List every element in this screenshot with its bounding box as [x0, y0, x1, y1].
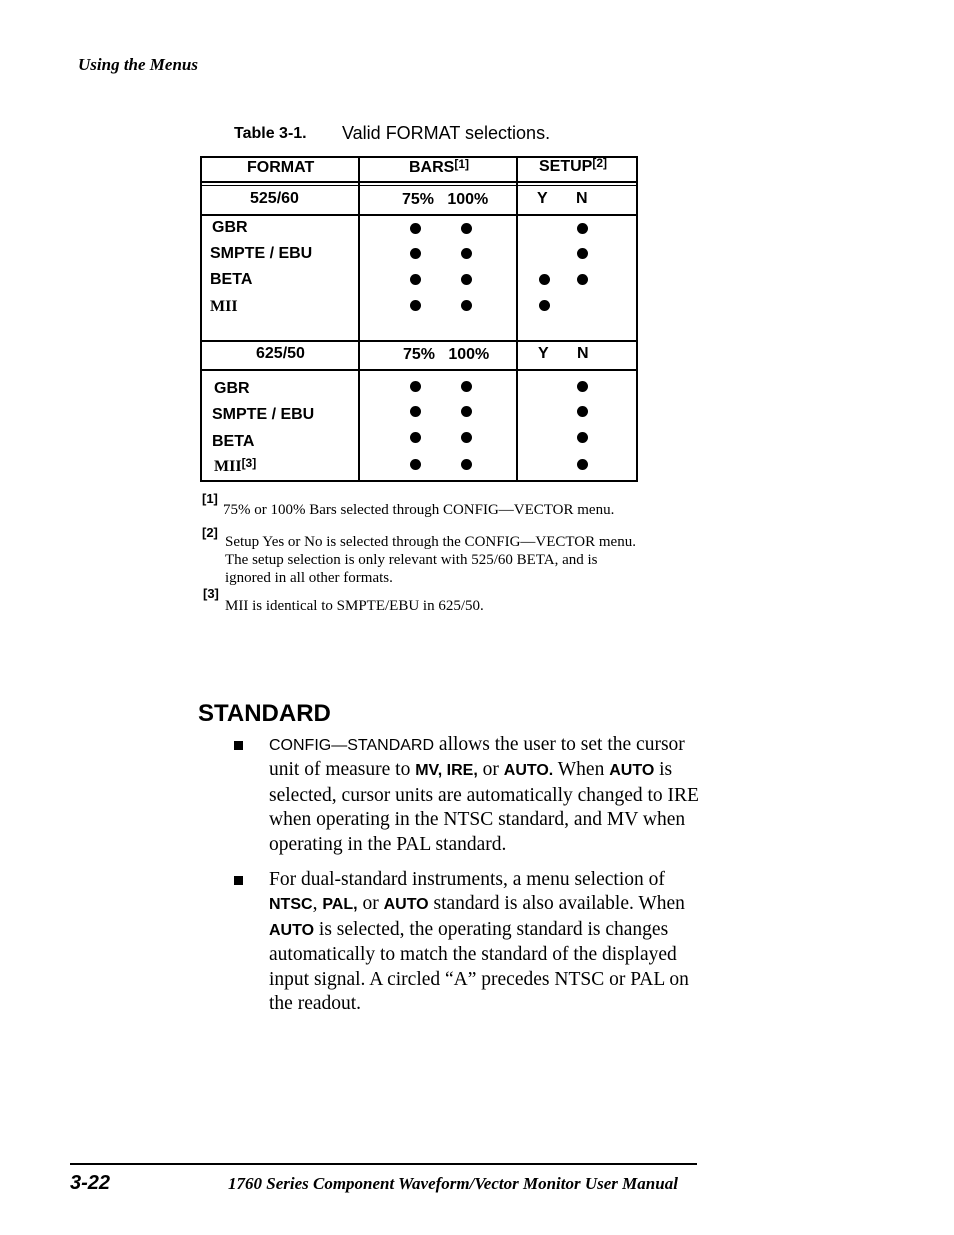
- footnote-mark-2: [2]: [202, 525, 218, 540]
- bullet-marker: [234, 741, 243, 750]
- column-header-bars: BARS[1]: [409, 157, 470, 176]
- block2-setup-n: N: [577, 345, 589, 362]
- format-row-label: MII: [210, 298, 238, 315]
- footnote-text-1: 75% or 100% Bars selected through CONFIG—VECTOR menu.: [223, 502, 615, 518]
- selection-dot-bars75: [410, 300, 421, 311]
- selection-dot-bars100: [461, 406, 472, 417]
- selection-dot-setup-y: [539, 300, 550, 311]
- table-col-divider-2: [516, 156, 518, 482]
- block1-setup-n: N: [576, 190, 588, 207]
- selection-dot-setup-n: [577, 406, 588, 417]
- selection-dot-bars100: [461, 223, 472, 234]
- format-row-label: BETA: [210, 271, 253, 288]
- section-heading: STANDARD: [198, 700, 331, 727]
- footnote-text-3: MII is identical to SMPTE/EBU in 625/50.: [225, 598, 484, 614]
- block2-top-rule: [200, 340, 638, 342]
- selection-dot-setup-n: [577, 381, 588, 392]
- selection-dot-bars75: [410, 432, 421, 443]
- table-border-right: [636, 156, 638, 482]
- running-header: Using the Menus: [78, 55, 198, 74]
- selection-dot-bars75: [410, 406, 421, 417]
- selection-dot-setup-n: [577, 459, 588, 470]
- block2-setup-y: Y: [538, 345, 549, 362]
- table-caption-number: Table 3-1.: [234, 125, 307, 142]
- setup-footnote-ref: [2]: [592, 156, 608, 170]
- format-row-label: GBR: [212, 219, 248, 236]
- selection-dot-bars75: [410, 459, 421, 470]
- block2-subheader-rule: [200, 369, 638, 371]
- mii-footnote-ref: [3]: [241, 456, 257, 470]
- table-border-left: [200, 156, 202, 482]
- selection-dot-setup-n: [577, 432, 588, 443]
- format-row-label: GBR: [214, 380, 250, 397]
- selection-dot-bars100: [461, 381, 472, 392]
- standard-625-50: 625/50: [256, 345, 305, 362]
- footnote-mark-3: [3]: [203, 586, 219, 601]
- selection-dot-bars75: [410, 381, 421, 392]
- block1-setup-y: Y: [537, 190, 548, 207]
- table-caption-title: Valid FORMAT selections.: [342, 123, 551, 143]
- table-col-divider-1: [358, 156, 360, 482]
- standard-525-60: 525/60: [250, 190, 299, 207]
- format-row-label: BETA: [212, 433, 255, 450]
- table-border-bottom: [200, 480, 638, 482]
- selection-dot-setup-y: [539, 274, 550, 285]
- table-header-rule-2: [200, 185, 638, 186]
- format-row-label: MII[3]: [214, 456, 257, 475]
- selection-dot-bars100: [461, 300, 472, 311]
- selection-dot-bars100: [461, 432, 472, 443]
- block2-bars-sub: 75% 100%: [403, 346, 490, 363]
- column-header-setup: SETUP[2]: [539, 156, 608, 175]
- selection-dot-bars100: [461, 459, 472, 470]
- table-header-rule: [200, 181, 638, 183]
- block1-bars-sub: 75% 100%: [402, 191, 489, 208]
- bullet-paragraph-2: For dual-standard instruments, a menu selection of NTSC, PAL, or AUTO standard is also available. When AUTO is selected, the operating standard is changes automatically to match the standard of the displayed input signal. A circled “A” precedes NTSC or PAL on the readout.: [269, 869, 689, 1015]
- selection-dot-bars75: [410, 248, 421, 259]
- footnote-text-2: Setup Yes or No is selected through the CONFIG—VECTOR menu. The setup selection is only relevant with 525/60 BETA, and is ignored in all other formats.: [225, 534, 636, 586]
- selection-dot-bars100: [461, 248, 472, 259]
- manual-title: 1760 Series Component Waveform/Vector Monitor User Manual: [228, 1174, 678, 1193]
- format-table: [0, 0, 954, 500]
- selection-dot-setup-n: [577, 274, 588, 285]
- footer-rule: [70, 1163, 697, 1165]
- bullet-paragraph-1: CONFIG—STANDARD allows the user to set the cursor unit of measure to MV, IRE, or AUTO. When AUTO is selected, cursor units are automatically changed to IRE when operating in the NTSC standard, and MV when operating in the PAL standard.: [269, 734, 699, 855]
- format-row-label: SMPTE / EBU: [210, 245, 313, 262]
- page-number: 3-22: [70, 1172, 111, 1194]
- selection-dot-setup-n: [577, 223, 588, 234]
- bars-footnote-ref: [1]: [454, 157, 470, 171]
- bullet-marker: [234, 876, 243, 885]
- format-row-label: SMPTE / EBU: [212, 406, 315, 423]
- footnote-mark-1: [1]: [202, 491, 218, 506]
- column-header-format: FORMAT: [247, 159, 315, 176]
- selection-dot-setup-n: [577, 248, 588, 259]
- block1-subheader-rule: [200, 214, 638, 216]
- selection-dot-bars100: [461, 274, 472, 285]
- menu-path-config-standard: CONFIG—STANDARD: [269, 737, 435, 754]
- selection-dot-bars75: [410, 274, 421, 285]
- selection-dot-bars75: [410, 223, 421, 234]
